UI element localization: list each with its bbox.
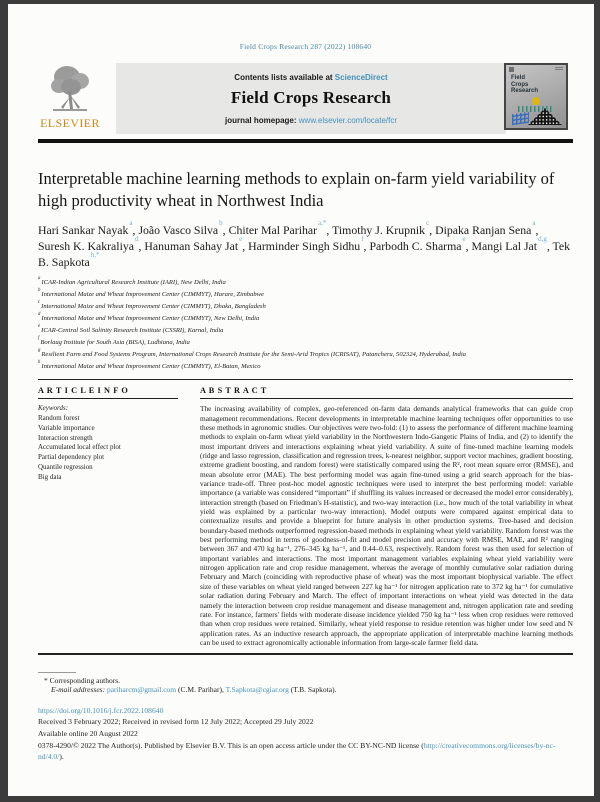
author: Harminder Singh Sidhu$^f$,	[248, 234, 370, 253]
email-addresses-line	[38, 685, 573, 694]
email1-attribution: (C.M. Parihar),	[176, 684, 226, 694]
corresponding-authors-note: * Corresponding authors.	[44, 675, 121, 685]
elsevier-wordmark: ELSEVIER	[40, 116, 100, 130]
email2-attribution: (T.B. Sapkota).	[288, 684, 337, 694]
affiliation: $^g$Resilient Farm and Food Systems Program, International Crops Research Institute for the Semi-Arid Tropics (ICRISAT), Patancheru, 502324, Hyderabad, India	[38, 348, 466, 359]
keyword: Interaction strength	[38, 433, 93, 442]
section-rule-top	[38, 379, 573, 381]
author-affiliation-sup: a	[129, 219, 133, 227]
author: Hari Sankar Nayak$^a$,	[38, 219, 139, 237]
email-link-parihar[interactable]: pariharcm@gmail.com	[106, 684, 177, 694]
cover-title: Field Crops Research	[511, 75, 539, 94]
masthead-rule	[38, 139, 573, 143]
publication-info	[38, 705, 573, 763]
author: Tek B. Sapkota$^{h,*}$	[38, 238, 571, 269]
keyword: Accumulated local effect plot	[38, 443, 121, 452]
journal-cover-thumbnail[interactable]	[504, 63, 568, 130]
sciencedirect-link[interactable]: ScienceDirect	[334, 73, 388, 82]
cover-lines-icon	[555, 67, 563, 68]
elsevier-logo[interactable]	[38, 63, 102, 134]
affiliation-list	[38, 276, 573, 373]
affiliation: $^f$Borlaug Institute for South Asia (BISA), Ludhiana, India	[38, 336, 190, 347]
keyword: Big data	[38, 472, 62, 481]
doi-link[interactable]: https://doi.org/10.1016/j.fcr.2022.108640	[38, 705, 164, 715]
copyright-text: 0378-4290/© 2022 The Author(s). Published by Elsevier B.V. This is an open access article under the CC BY-NC-ND license (	[38, 740, 424, 750]
journal-homepage-link[interactable]: www.elsevier.com/locate/fcr	[298, 116, 398, 125]
abstract-text: The increasing availability of complex, geo-referenced on-farm data demands analytical frameworks that can guide crop management recommendations. Recent developments in interpretable machine learning techniques offer opportunities to use these methods in agronomic studies. Our objectives were two-fold: (1) to assess the performance of different machine learning methods to explain on-farm wheat yield variability in the Northwestern Indo-Gangetic Plains of India, and (2) to identify the most important drivers and interactions explaining wheat yield variability. A suite of fine-tuned machine learning models (ridge and lasso regression, classification and regression trees, k-nearest neighbor, support vector machines, gradient boosting, extreme gradient boosting, and random forest) were statistically compared using the R², root mean square error (RMSE), and mean absolute error (MAE). The best performing model was again fine-tuned using a grid search approach for the bias-variance trade-off. Three post-hoc model agnostic techniques were used to interpret the best performing model: variable importance (a variable was considered “important” if shuffling its values increased or decreased the model error considerably), interaction strength (based on Friedman's H-statistic), and two-way interaction (i.e., how much of the total variability in wheat yield was explained by a particular two-way interaction). Model outputs were compared against empirical data to contextualize results and provide a blueprint for future analysis in other production systems. Tree-based and decision boundary-based methods outperformed regression-based methods in explaining wheat yield variability. Random forest was the best performing method in terms of goodness-of-fit and model precision and accuracy with RMSE, MAE, and R² ranging between 367 and 470 kg ha⁻¹, 276–345 kg ha⁻¹, and 0.44–0.63, respectively. Random forest was then used for selection of important variables and interactions. The most important management variables explaining wheat yield variability were nitrogen application rate and crop residue management, whereas the average of monthly cumulative solar radiation during February and March (coinciding with reproductive phase of wheat) was the most important biophysical variable. The effect size of these variables on wheat yield ranged between 227 kg ha⁻¹ for nitrogen application rate to 372 kg ha⁻¹ for cumulative solar radiation during February and March. The effect of important interactions on wheat yield was detected in the data namely the interaction between crop residue management and disease management and, nitrogen application rate and seeding rate. For instance, farmers' fields with moderate disease incidence yielded 750 kg ha⁻¹ less when crop residues were removed than when crop residues were retained. Similarly, wheat yield response to residue retention was higher under low seed and N application rates. As an inductive research approach, the appropriate application of interpretable machine learning methods can be used to extract agronomically actionable information from large-scale farmer field data.	[200, 404, 573, 647]
affiliation: $^e$ICAR-Central Soil Salinity Research Institute (CSSRI), Karnal, India	[38, 324, 224, 335]
author: Suresh K. Kakraliya$^d$,	[38, 234, 145, 253]
email-label: E-mail addresses:	[51, 684, 106, 694]
keywords-label: Keywords:	[38, 404, 69, 413]
author-affiliation-sup: c	[426, 219, 430, 227]
copyright-license-line	[38, 740, 573, 763]
journal-first-page	[8, 4, 594, 796]
copyright-suffix: ).	[59, 752, 64, 762]
wheat-icon	[532, 97, 540, 105]
author: Chiter Mal Parihar$^{a,*}$,	[228, 219, 333, 237]
received-dates: Received 3 February 2022; Received in revised form 12 July 2022; Accepted 29 July 2022	[38, 717, 314, 727]
author-affiliation-sup: a	[532, 219, 536, 227]
section-rule-bottom	[38, 653, 573, 655]
affiliation: $^a$ICAR-Indian Agricultural Research Institute (IARI), New Delhi, India	[38, 275, 226, 286]
homepage-line	[116, 116, 506, 125]
author-affiliation-sup: e	[239, 234, 243, 243]
article-info-heading: A R T I C L E I N F O	[38, 386, 129, 396]
masthead	[38, 63, 573, 134]
contents-line	[116, 73, 506, 82]
contents-prefix: Contents lists available at	[234, 73, 335, 82]
page-content	[38, 4, 573, 796]
keyword: Random forest	[38, 414, 80, 423]
affiliation: $^c$International Maize and Wheat Improvement Center (CIMMYT), Dhaka, Bangladesh	[38, 299, 266, 311]
author-affiliation-sup: e	[462, 234, 466, 243]
available-online: Available online 20 August 2022	[38, 729, 138, 739]
keyword: Variable importance	[38, 423, 95, 432]
author: Timothy J. Krupnik$^c$,	[332, 219, 436, 237]
affiliation: $^b$International Maize and Wheat Improvement Center (CIMMYT), Harare, Zimbabwe	[38, 287, 264, 299]
email-link-sapkota[interactable]: T.Sapkota@cgiar.org	[225, 684, 289, 694]
info-abstract-columns	[38, 386, 573, 647]
abstract-heading: A B S T R A C T	[200, 386, 267, 396]
author: João Vasco Silva$^b$,	[138, 219, 229, 237]
author-affiliation-sup: d,g	[538, 234, 547, 243]
author-affiliation-sup: f	[361, 234, 364, 243]
author-list	[38, 221, 573, 269]
article-info-rule	[38, 398, 178, 399]
article-title: Interpretable machine learning methods to explain on-farm yield variability of high productivity wheat in Northwest India	[38, 169, 555, 210]
author: Dipaka Ranjan Sena$^a$,	[435, 219, 539, 237]
homepage-prefix: journal homepage:	[224, 116, 299, 125]
affiliation: $^h$International Maize and Wheat Improvement Center (CIMMYT), El-Batan, Mexico	[38, 360, 261, 371]
author-affiliation-sup: h,*	[90, 250, 100, 259]
keyword: Partial dependency plot	[38, 453, 105, 462]
journal-citation: Field Crops Research 287 (2022) 108640	[239, 42, 372, 51]
author-affiliation-sup: d	[135, 234, 139, 243]
keyword: Quantile regression	[38, 463, 93, 472]
elsevier-tree-icon	[38, 63, 102, 115]
journal-header-box	[116, 63, 506, 134]
article-info-column	[38, 386, 178, 647]
author-affiliation-sup: b	[219, 219, 223, 227]
cover-elsevier-mark-icon	[509, 67, 514, 72]
abstract-column	[200, 386, 573, 647]
author-affiliation-sup: a,*	[318, 219, 327, 227]
license-link[interactable]: http://creativecommons.org/licenses/by-nc-nd/4.0/	[38, 740, 556, 762]
field-grid-icon	[512, 112, 529, 125]
affiliation: $^d$International Maize and Wheat Improvement Center (CIMMYT), New Delhi, India	[38, 312, 260, 323]
author: Mangi Lal Jat$^{d,g}$,	[471, 234, 553, 253]
journal-title: Field Crops Research	[230, 88, 392, 107]
author: Hanuman Sahay Jat$^e$,	[144, 234, 249, 253]
footnote-rule	[38, 672, 76, 673]
abstract-rule	[200, 398, 573, 399]
author: Parbodh C. Sharma$^e$,	[369, 234, 472, 253]
